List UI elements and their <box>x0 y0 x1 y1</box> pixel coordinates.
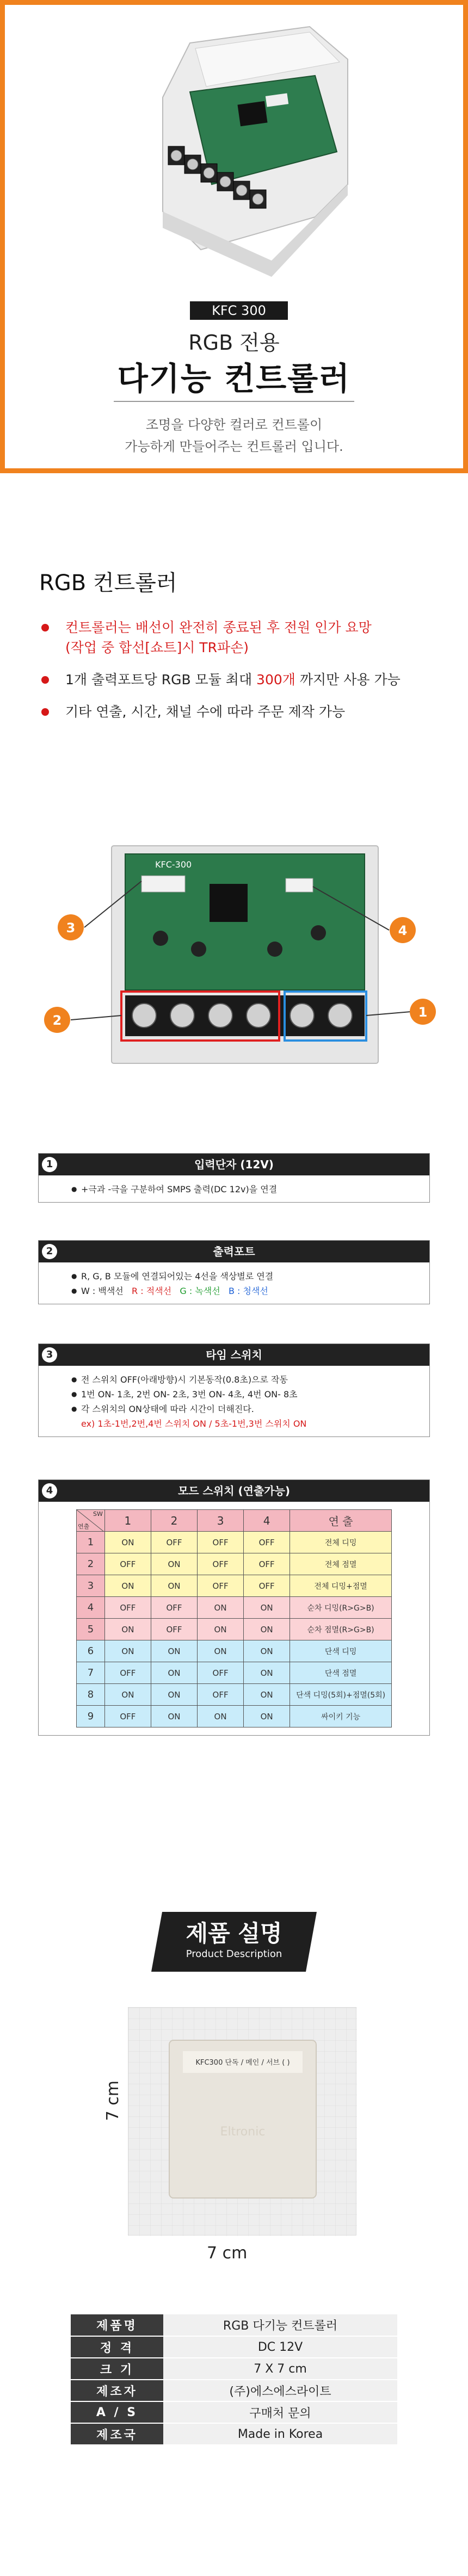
mode-switch-state: OFF <box>104 1553 151 1575</box>
mode-table-header-row <box>77 1510 392 1532</box>
mode-switch-number: 4 <box>42 1483 57 1498</box>
wire-white-label: W : 백색선 <box>81 1286 124 1296</box>
mode-switch-state: ON <box>151 1553 197 1575</box>
mode-switch-state: ON <box>198 1706 244 1727</box>
output-port-box <box>38 1240 430 1304</box>
wire-green-label: G : 녹색선 <box>180 1286 220 1296</box>
warning-line-2: (작업 중 합선[쇼트]시 TR파손) <box>65 640 249 655</box>
bullet-dot-icon <box>41 708 49 716</box>
spec-key: 제조자 <box>71 2380 163 2401</box>
product-brand-mark: Eltronic <box>220 2125 266 2139</box>
timing-switch-header <box>39 1344 429 1366</box>
mode-switch-state: ON <box>198 1597 244 1619</box>
hero-desc-line-2: 가능하게 만들어주는 컨트롤러 입니다. <box>125 439 343 454</box>
mode-switch-box <box>38 1479 430 1736</box>
corner-sw-label: SW <box>93 1510 103 1518</box>
timing-line-1: ● 전 스위치 OFF(아래방향)시 기본동작(0.8초)으로 작동 <box>71 1372 429 1387</box>
mode-switch-state: ON <box>151 1640 197 1662</box>
output-port-number: 2 <box>42 1244 57 1259</box>
wire-color-legend <box>71 1284 429 1298</box>
mode-effect: 순차 디밍(R>G>B) <box>290 1597 392 1619</box>
mode-table-row <box>77 1684 392 1706</box>
mode-switch-state: ON <box>244 1597 290 1619</box>
mode-table-row <box>77 1706 392 1727</box>
max-modules-count: 300개 <box>256 672 295 688</box>
callout-3-label: 3 <box>66 920 76 936</box>
mode-switch-state: OFF <box>104 1706 151 1727</box>
input-terminal-line: ● +극과 -극을 구분하여 SMPS 출력(DC 12v)을 연결 <box>71 1182 429 1197</box>
spec-value: RGB 다기능 컨트롤러 <box>163 2314 397 2336</box>
rgb-bullet-list <box>39 617 453 734</box>
spec-row <box>71 2358 397 2380</box>
product-description-subtitle: Product Description <box>186 1948 282 1960</box>
hero-description <box>5 414 463 457</box>
mode-switch-state: ON <box>198 1640 244 1662</box>
product-label-text: KFC300 단독 / 메인 / 서브 ( ) <box>195 2059 290 2067</box>
mode-switch-title: 모드 스위치 (연출가능) <box>177 1484 291 1497</box>
callout-2-label: 2 <box>52 1013 62 1028</box>
header-effect: 연 출 <box>290 1510 392 1532</box>
mode-switch-state: OFF <box>244 1532 290 1553</box>
mode-switch-state: OFF <box>198 1662 244 1684</box>
output-port-title: 출력포트 <box>213 1245 255 1258</box>
input-terminal-title: 입력단자 (12V) <box>194 1158 274 1171</box>
input-terminal-header <box>39 1154 429 1175</box>
timing-switch-body <box>39 1366 429 1436</box>
mode-table-row <box>77 1532 392 1553</box>
spec-key: A / S <box>71 2401 163 2423</box>
product-box-photo <box>128 2008 357 2236</box>
mode-switch-state: OFF <box>198 1575 244 1597</box>
board-label: KFC-300 <box>155 859 192 870</box>
mode-switch-state: ON <box>244 1662 290 1684</box>
spec-value: Made in Korea <box>163 2423 397 2445</box>
custom-order-text: 기타 연출, 시간, 채널 수에 따라 주문 제작 가능 <box>65 704 346 720</box>
mode-switch-state: ON <box>104 1575 151 1597</box>
mode-switch-state: ON <box>244 1684 290 1706</box>
header-sw-1: 1 <box>104 1510 151 1532</box>
mode-table-row <box>77 1662 392 1684</box>
spec-key: 제조국 <box>71 2423 163 2445</box>
mode-effect: 단색 디밍(5회)+점멸(5회) <box>290 1684 392 1706</box>
mode-row-number: 9 <box>77 1706 105 1727</box>
timing-switch-title: 타임 스위치 <box>206 1348 262 1361</box>
header-sw-4: 4 <box>244 1510 290 1532</box>
mode-switch-state: ON <box>151 1684 197 1706</box>
mode-switch-state: ON <box>244 1619 290 1640</box>
header-sw-2: 2 <box>151 1510 197 1532</box>
wire-blue-label: B : 청색선 <box>228 1286 268 1296</box>
output-port-header <box>39 1241 429 1262</box>
timing-switch-box <box>38 1343 430 1437</box>
spec-table-body <box>71 2314 397 2445</box>
spec-key: 정 격 <box>71 2336 163 2358</box>
mode-switch-state: OFF <box>104 1662 151 1684</box>
mode-effect: 단색 디밍 <box>290 1640 392 1662</box>
mode-effect: 단색 점멸 <box>290 1662 392 1684</box>
mode-switch-state: OFF <box>151 1597 197 1619</box>
mode-switch-state: OFF <box>198 1684 244 1706</box>
product-description-title: 제품 설명 <box>186 1920 282 1947</box>
mode-row-number: 3 <box>77 1575 105 1597</box>
spec-row <box>71 2401 397 2423</box>
hero-desc-line-1: 조명을 다양한 컬러로 컨트롤이 <box>145 417 323 432</box>
mode-switch-state: ON <box>104 1640 151 1662</box>
input-terminal-box <box>38 1153 430 1203</box>
output-port-body <box>39 1262 429 1304</box>
mode-row-number: 7 <box>77 1662 105 1684</box>
mode-switch-state: ON <box>151 1662 197 1684</box>
bullet-custom-order <box>39 702 453 722</box>
mode-effect: 싸이키 기능 <box>290 1706 392 1727</box>
rgb-section-title: RGB 컨트롤러 <box>39 571 177 596</box>
mode-switch-state: OFF <box>104 1597 151 1619</box>
spec-row <box>71 2423 397 2445</box>
mode-table-row <box>77 1575 392 1597</box>
mode-table-body <box>77 1532 392 1727</box>
wire-red-label: R : 적색선 <box>132 1286 172 1296</box>
mode-switch-state: ON <box>151 1575 197 1597</box>
mode-switch-state: ON <box>104 1532 151 1553</box>
spec-key: 크 기 <box>71 2358 163 2380</box>
mode-table-corner <box>77 1510 105 1532</box>
warning-line-1: 컨트롤러는 배선이 완전히 종료된 후 전원 인가 요망 <box>65 620 372 635</box>
timing-example: ex) 1초-1번,2번,4번 스위치 ON / 5초-1번,3번 스위치 ON <box>81 1419 307 1429</box>
hero-banner <box>0 0 468 473</box>
mode-switch-state: OFF <box>244 1553 290 1575</box>
bullet-dot-icon <box>41 676 49 684</box>
spec-value: 구매처 문의 <box>163 2401 397 2423</box>
mode-table-row <box>77 1640 392 1662</box>
timing-line-2: ● 1번 ON- 1초, 2번 ON- 2초, 3번 ON- 4초, 4번 ON- 8초 <box>71 1387 429 1402</box>
mode-switch-state: OFF <box>151 1532 197 1553</box>
mode-switch-state: OFF <box>198 1553 244 1575</box>
spec-row <box>71 2314 397 2336</box>
mode-switch-state: ON <box>151 1706 197 1727</box>
mode-switch-state: OFF <box>198 1532 244 1553</box>
mode-table-row <box>77 1597 392 1619</box>
mode-table-row <box>77 1619 392 1640</box>
input-terminal-number: 1 <box>42 1157 57 1172</box>
controller-product-photo <box>130 21 359 293</box>
mode-effect: 전체 점멸 <box>290 1553 392 1575</box>
mode-effect: 순차 점멸(R>G>B) <box>290 1619 392 1640</box>
corner-mode-label: 연출 <box>78 1523 90 1530</box>
callout-4-label: 4 <box>398 923 408 938</box>
mode-row-number: 8 <box>77 1684 105 1706</box>
input-terminal-body <box>39 1175 429 1202</box>
spec-key: 제품명 <box>71 2314 163 2336</box>
board-photo <box>30 840 438 1069</box>
max-modules-post: 까지만 사용 가능 <box>295 672 401 688</box>
callout-1-label: 1 <box>418 1005 428 1020</box>
mode-switch-state: ON <box>244 1640 290 1662</box>
mode-switch-state: ON <box>198 1619 244 1640</box>
bullet-max-modules <box>39 670 453 690</box>
mode-switch-state: OFF <box>244 1575 290 1597</box>
hero-divider <box>114 401 354 402</box>
mode-switch-state: OFF <box>151 1619 197 1640</box>
dimension-height-label: 7 cm <box>103 2080 122 2121</box>
mode-switch-state: ON <box>104 1619 151 1640</box>
mode-row-number: 4 <box>77 1597 105 1619</box>
mode-row-number: 5 <box>77 1619 105 1640</box>
product-model-badge: KFC 300 <box>190 301 288 320</box>
mode-switch-state: ON <box>244 1706 290 1727</box>
mode-switch-state: ON <box>104 1684 151 1706</box>
mode-switch-table <box>76 1509 392 1727</box>
product-photo-frame <box>128 2007 356 2236</box>
spec-row <box>71 2380 397 2401</box>
spec-row <box>71 2336 397 2358</box>
timing-switch-number: 3 <box>42 1347 57 1363</box>
dimension-width-label: 7 cm <box>207 2244 248 2263</box>
mode-row-number: 2 <box>77 1553 105 1575</box>
mode-table-row <box>77 1553 392 1575</box>
max-modules-pre: 1개 출력포트당 RGB 모듈 최대 <box>65 672 257 688</box>
spec-value: (주)에스에스라이트 <box>163 2380 397 2401</box>
hero-subtitle: RGB 전용 <box>188 331 280 355</box>
bullet-dot-icon <box>41 624 49 631</box>
mode-switch-header <box>39 1480 429 1502</box>
timing-line-3: ● 각 스위치의 ON상태에 따라 시간이 더해진다. <box>71 1402 429 1416</box>
spec-value: DC 12V <box>163 2336 397 2358</box>
spec-table <box>71 2314 397 2445</box>
mode-effect: 전체 디밍+점멸 <box>290 1575 392 1597</box>
mode-effect: 전체 디밍 <box>290 1532 392 1553</box>
output-port-line: ● R, G, B 모듈에 연결되어있는 4선을 색상별로 연결 <box>71 1269 429 1284</box>
header-sw-3: 3 <box>198 1510 244 1532</box>
bullet-warning <box>39 617 453 658</box>
mode-row-number: 6 <box>77 1640 105 1662</box>
spec-value: 7 X 7 cm <box>163 2358 397 2380</box>
mode-row-number: 1 <box>77 1532 105 1553</box>
hero-title: 다기능 컨트롤러 <box>117 360 351 397</box>
